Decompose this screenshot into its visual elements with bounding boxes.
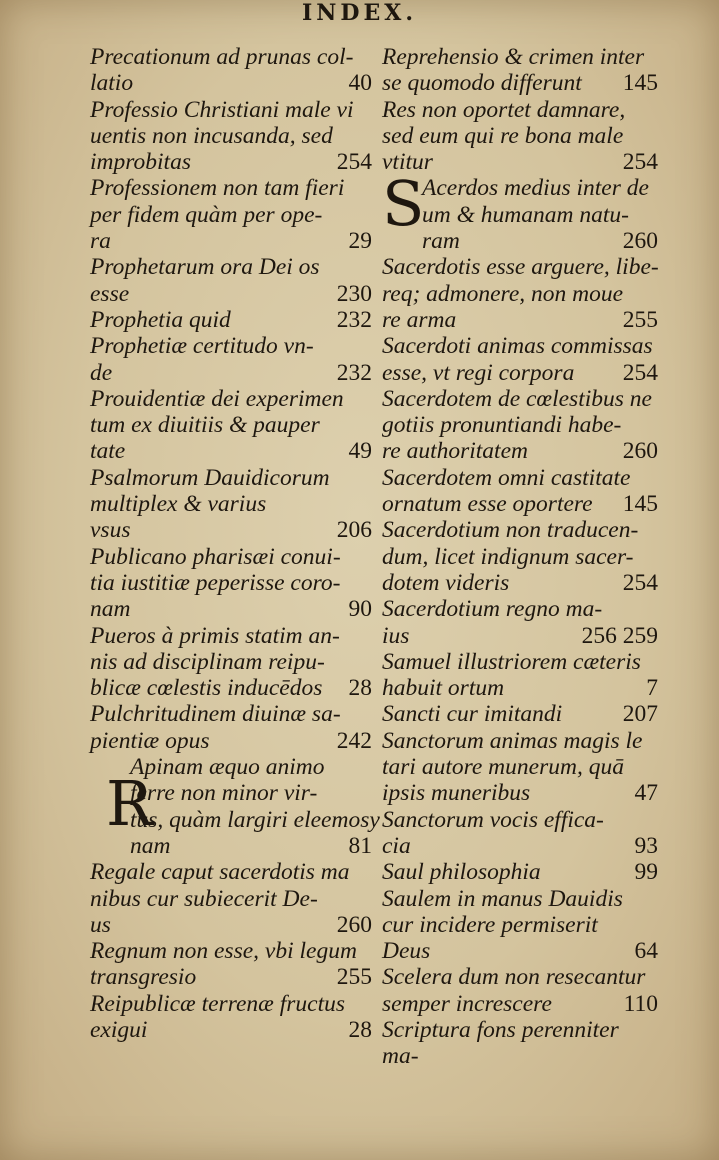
index-line (382, 833, 658, 859)
index-entry-text: req; admonere, non moue (382, 280, 624, 307)
index-line (90, 228, 372, 254)
index-entry-text: transgresio (90, 964, 197, 991)
index-line (90, 517, 372, 543)
index-entry-text: dum, licet indignum sacer- (382, 543, 634, 570)
page-number: 254 (622, 149, 658, 176)
index-entry-text: um & humanam natu- (422, 201, 629, 228)
page-number: 40 (348, 70, 372, 97)
index-line (382, 938, 658, 964)
page-number: 230 (336, 280, 372, 307)
index-entry-text: Reprehensio & crimen inter (382, 44, 645, 70)
index-entry-text: us (90, 911, 111, 938)
page-number: 145 (622, 491, 658, 518)
index-entry-text: Prophetiæ certitudo vn- (90, 333, 314, 360)
index-line (90, 964, 372, 990)
index-line (382, 1017, 658, 1043)
page-number: 255 (622, 306, 658, 333)
index-entry-text: Prouidentiæ dei experimen (90, 385, 344, 412)
index-entry-text: pientiæ opus (90, 727, 210, 754)
index-line (382, 964, 658, 990)
index-entry-text: Precationum ad prunas col- (90, 44, 354, 70)
index-line (90, 596, 372, 622)
index-line (382, 333, 658, 359)
index-entry-text: Sanctorum vocis effica- (382, 806, 604, 833)
index-line (90, 938, 372, 964)
index-line (90, 912, 372, 938)
index-entry-text: Saulem in manus Dauidis (382, 885, 623, 912)
index-entry-text: cur incidere permiserit (382, 911, 598, 938)
index-entry-text: Deus (382, 938, 431, 965)
index-line (382, 807, 658, 833)
index-line (90, 544, 372, 570)
page-number: 145 (622, 70, 658, 97)
page-number: 7 (646, 675, 658, 702)
page-number: 260 (622, 438, 658, 465)
index-entry-text: Sancti cur imitandi (382, 701, 563, 728)
index-entry-text: tate (90, 438, 126, 465)
index-line (90, 570, 372, 596)
index-line (382, 1043, 658, 1069)
index-line (90, 1017, 372, 1043)
page-header (0, 0, 719, 26)
index-entry-text: dotem videris (382, 569, 510, 596)
index-line (90, 728, 372, 754)
index-line (90, 175, 372, 201)
index-entry-text: Sacerdotem omni castitate (382, 464, 631, 491)
index-entry-text: re authoritatem (382, 438, 528, 465)
index-line (90, 412, 372, 438)
index-entry-text: Regnum non esse, vbi legum (90, 938, 357, 965)
index-line (90, 886, 372, 912)
page-number: 49 (348, 438, 372, 465)
index-entry-text: vtitur (382, 149, 433, 176)
index-entry-text: Prophetarum ora Dei os (90, 254, 320, 281)
index-entry-text: nam (90, 596, 131, 623)
index-line (90, 281, 372, 307)
index-line (90, 386, 372, 412)
index-entry-text: re arma (382, 306, 457, 333)
index-line (382, 596, 658, 622)
index-entry-text: Prophetia quid (90, 306, 231, 333)
index-line (382, 281, 658, 307)
index-line (382, 360, 658, 386)
index-entry-text: Psalmorum Dauidicorum (90, 464, 330, 491)
index-entry-text: cia (382, 832, 411, 859)
page-number: 207 (622, 701, 658, 728)
index-entry-text: ius (382, 622, 410, 649)
index-line (90, 149, 372, 175)
index-entry-text: improbitas (90, 149, 191, 176)
page-number: 28 (348, 675, 372, 702)
index-line (90, 991, 372, 1017)
index-entry-text: Regale caput sacerdotis ma (90, 859, 350, 886)
index-line (90, 254, 372, 280)
index-entry-text: Professionem non tam fieri (90, 175, 345, 202)
index-entry-text: Sacerdotium regno ma- (382, 596, 603, 623)
index-entry-text: Samuel illustriorem cæteris (382, 648, 641, 675)
index-line (382, 44, 658, 70)
index-entry-text: nibus cur subiecerit De- (90, 885, 318, 912)
index-line (382, 570, 658, 596)
index-line (90, 202, 372, 228)
index-line (382, 517, 658, 543)
index-entry-text: exigui (90, 1016, 148, 1043)
index-line (90, 307, 372, 333)
page-number: 47 (634, 780, 658, 807)
page-number: 110 (623, 990, 658, 1017)
page-number: 99 (634, 859, 658, 886)
index-entry-text: esse (90, 280, 130, 307)
index-entry-text: Pueros à primis statim an- (90, 622, 340, 649)
index-entry-text: tari autore munerum, quā (382, 754, 624, 781)
index-entry-text: tia iustitiæ peperisse coro- (90, 569, 341, 596)
index-line (382, 491, 658, 517)
index-line (90, 675, 372, 701)
index-line (382, 675, 658, 701)
page-number: 232 (336, 306, 372, 333)
index-entry-text: nis ad disciplinam reipu- (90, 648, 325, 675)
index-entry-text: Sacerdoti animas commissas (382, 333, 653, 360)
dropcap-s: S (382, 167, 425, 240)
index-line (382, 886, 658, 912)
index-entry-text: vsus (90, 517, 131, 544)
page-number: 29 (348, 228, 372, 255)
index-entry-text: ferre non minor vir- (130, 780, 318, 807)
page-number: 260 (336, 911, 372, 938)
index-entry-text: Reipublicæ terrenæ fructus (90, 990, 345, 1017)
index-line (382, 544, 658, 570)
index-entry-text: Sacerdotis esse arguere, libe- (382, 254, 659, 281)
index-entry-text: tum ex diuitiis & pauper (90, 412, 320, 439)
index-line (382, 859, 658, 885)
index-entry-text: gotiis pronuntiandi habe- (382, 412, 622, 439)
index-entry-text: Scriptura fons perenniter (382, 1016, 619, 1043)
index-entry-text: ipsis muneribus (382, 780, 531, 807)
index-entry-text: Sacerdotem de cœlestibus ne (382, 385, 652, 412)
left-column (90, 44, 380, 1043)
index-entry-text: ra (90, 228, 111, 255)
page-number: 256 259 (581, 622, 658, 649)
page-number: 93 (634, 832, 658, 859)
page-number: 232 (336, 359, 372, 386)
page-number: 260 (622, 228, 658, 255)
index-line (90, 360, 372, 386)
index-entry-text: ma- (382, 1043, 419, 1070)
index-entry-text: de (90, 359, 113, 386)
page-number: 254 (622, 569, 658, 596)
index-line (382, 97, 658, 123)
page-number: 242 (336, 727, 372, 754)
index-line (382, 254, 658, 280)
index-line (90, 859, 372, 885)
index-line (382, 438, 658, 464)
index-title: INDEX. (302, 0, 417, 26)
index-line (382, 780, 658, 806)
index-entry-text: Scelera dum non resecantur (382, 964, 646, 991)
page-number: 81 (348, 832, 372, 859)
index-entry-text: esse, vt regi corpora (382, 359, 575, 386)
index-line (90, 333, 372, 359)
index-line (90, 465, 372, 491)
index-entry-text: latio (90, 70, 134, 97)
index-line (382, 412, 658, 438)
index-line (90, 97, 372, 123)
index-entry-text: sed eum qui re bona male (382, 122, 624, 149)
page-number: 90 (348, 596, 372, 623)
index-entry-text: multiplex & varius (90, 491, 267, 518)
page-number: 254 (622, 359, 658, 386)
index-entry-text: ornatum esse oportere (382, 491, 593, 518)
index-line (382, 307, 658, 333)
index-line (382, 912, 658, 938)
page-number: 254 (336, 149, 372, 176)
index-line (90, 649, 372, 675)
index-entry-text: Pulchritudinem diuinæ sa- (90, 701, 341, 728)
index-entry-text: Res non oportet damnare, (382, 96, 626, 123)
page-number: 255 (336, 964, 372, 991)
index-line (90, 438, 372, 464)
index-entry-text: Sacerdotium non traducen- (382, 517, 639, 544)
index-line (382, 991, 658, 1017)
index-line (382, 465, 658, 491)
index-line (382, 701, 658, 727)
index-entry-text: per fidem quàm per ope- (90, 201, 323, 228)
page-number: 28 (348, 1016, 372, 1043)
index-line (90, 70, 372, 96)
index-line (90, 123, 372, 149)
index-line (90, 44, 372, 70)
index-line (382, 728, 658, 754)
index-entry-text: ram (422, 228, 460, 255)
index-line (382, 649, 658, 675)
index-entry-text: semper increscere (382, 990, 552, 1017)
index-entry-text: blicæ cœlestis inducēdos (90, 675, 323, 702)
index-line (382, 386, 658, 412)
index-line (382, 754, 658, 780)
page-number: 206 (336, 517, 372, 544)
index-entry-text: se quomodo differunt (382, 70, 582, 97)
index-entry-text: habuit ortum (382, 675, 505, 702)
index-entry-text: Saul philosophia (382, 859, 541, 886)
index-line (90, 623, 372, 649)
index-entry-text: Acerdos medius inter de (422, 175, 649, 202)
index-entry-text: Sanctorum animas magis le (382, 727, 643, 754)
index-line (382, 623, 658, 649)
page-number: 64 (634, 938, 658, 965)
index-entry-text: Apinam æquo animo (130, 754, 325, 781)
index-line (382, 123, 658, 149)
index-entry-text: uentis non incusanda, sed (90, 122, 333, 149)
index-entry-text: Professio Christiani male vi (90, 96, 354, 123)
index-line (90, 491, 372, 517)
index-entry-text: nam (130, 832, 171, 859)
index-line (382, 70, 658, 96)
index-line (90, 701, 372, 727)
dropcap-r: R (106, 767, 153, 840)
index-entry-text: tus, quàm largiri eleemosy (130, 806, 380, 833)
index-entry-text: Publicano pharisæi conui- (90, 543, 341, 570)
